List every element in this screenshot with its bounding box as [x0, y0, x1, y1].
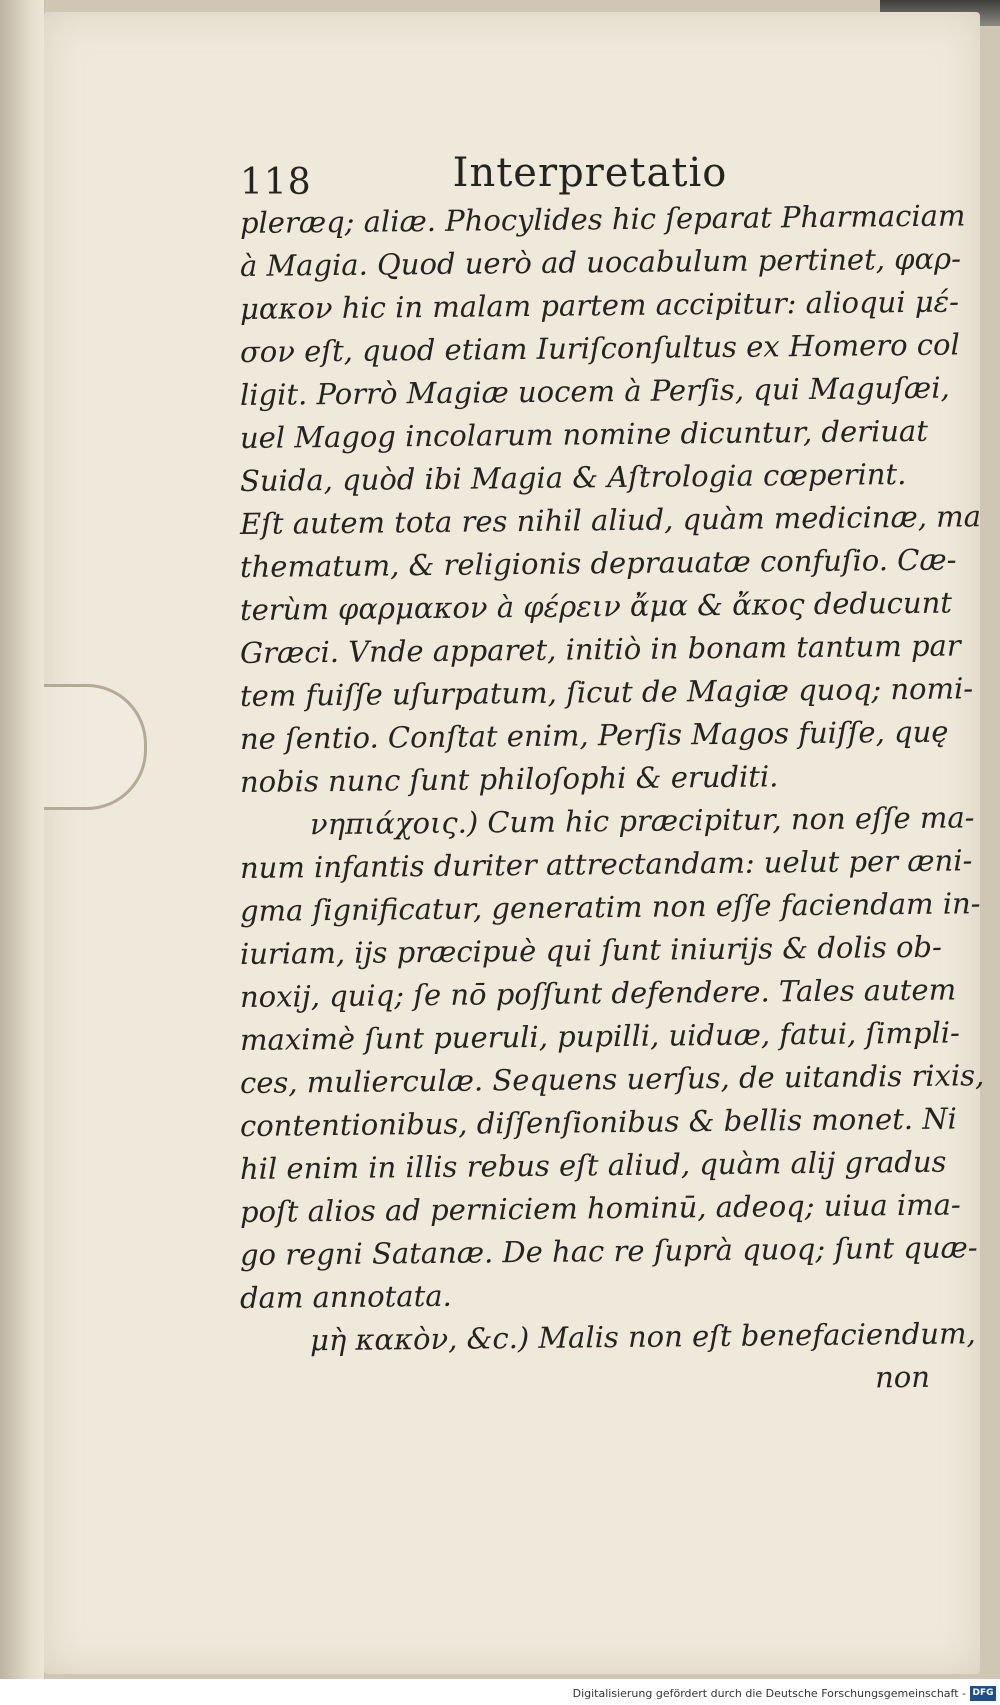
- page-number: 118: [240, 162, 312, 203]
- text-line: ces, mulierculæ. Sequens uerſus, de uitandis rixis,: [239, 1058, 985, 1100]
- catchword: non: [874, 1359, 931, 1395]
- text-line: nobis nunc ſunt philoſophi & eruditi.: [239, 759, 779, 799]
- text-line: contentionibus, diſſenſionibus & bellis monet. Ni: [239, 1101, 958, 1143]
- text-line: maximè ſunt pueruli, pupilli, uiduæ, fatui, ſimpli-: [239, 1015, 961, 1057]
- footer-credit: Digitalisierung gefördert durch die Deutsche Forschungsgemeinschaft -: [572, 1687, 966, 1700]
- text-line: Eſt autem tota res nihil aliud, quàm medicinæ, ma: [239, 499, 982, 541]
- text-line: num infantis duriter attrectandam: uelut per æni-: [239, 843, 973, 885]
- text-block: [239, 150, 985, 1406]
- text-line: noxij, quiq; ſe nō poſſunt defendere. Tales autem: [239, 972, 957, 1014]
- text-line: gma ſignificatur, generatim non eſſe faciendam in-: [239, 886, 981, 928]
- page-header: [240, 150, 940, 202]
- binding-edge: [0, 0, 45, 1705]
- text-line: hil enim in illis rebus eſt aliud, quàm alij gradus: [239, 1144, 947, 1186]
- text-line: ligit. Porrò Magiæ uocem à Perſis, qui Maguſæi,: [239, 370, 950, 412]
- text-line: σον eſt, quod etiam Iuriſconſultus ex Homero col: [239, 327, 960, 369]
- text-line: Græci. Vnde apparet, initiò in bonam tantum par: [239, 628, 961, 670]
- text-line: ne ſentio. Conſtat enim, Perſis Magos fuiſſe, quę: [239, 714, 949, 756]
- text-line: à Magia. Quod uerò ad uocabulum pertinet, φαρ-: [239, 241, 962, 283]
- text-line: tem fuiſſe uſurpatum, ſicut de Magiæ quoq; nomi-: [239, 671, 974, 713]
- text-line: terùm φαρμακον à φέρειν ἄμα & ἄκος deducunt: [239, 585, 953, 627]
- dfg-logo-icon: DFG: [970, 1686, 996, 1701]
- running-title: Interpretatio: [452, 150, 728, 196]
- text-line: Suida, quòd ibi Magia & Aſtrologia cœperint.: [239, 457, 907, 498]
- text-line: pleræq; aliæ. Phocylides hic ſeparat Pharmaciam: [239, 198, 966, 240]
- book-page: [44, 12, 985, 1674]
- body-text: [239, 198, 985, 1406]
- text-line: poſt alios ad perniciem hominū, adeoq; uiua ima-: [239, 1187, 961, 1229]
- text-line: uel Magog incolarum nomine dicuntur, deriuat: [239, 413, 929, 455]
- text-line: μακον hic in malam partem accipitur: alioqui μέ-: [239, 284, 960, 326]
- text-line: iuriam, ijs præcipuè qui ſunt iniurijs & dolis ob-: [239, 929, 943, 971]
- text-line-lemma: νηπιάχοις.) Cum hic præcipitur, non eſſe ma-: [309, 800, 975, 842]
- text-line: thematum, & religionis deprauatæ confuſio. Cæ-: [239, 542, 957, 584]
- page-clip: [44, 684, 147, 810]
- text-line-lemma: μὴ κακὸν, &c.) Malis non eſt benefaciendum,: [309, 1316, 976, 1358]
- text-line: go regni Satanæ. De hac re ſuprà quoq; ſunt quæ-: [239, 1230, 978, 1272]
- digitization-footer: [0, 1679, 1000, 1705]
- text-line: dam annotata.: [239, 1278, 452, 1315]
